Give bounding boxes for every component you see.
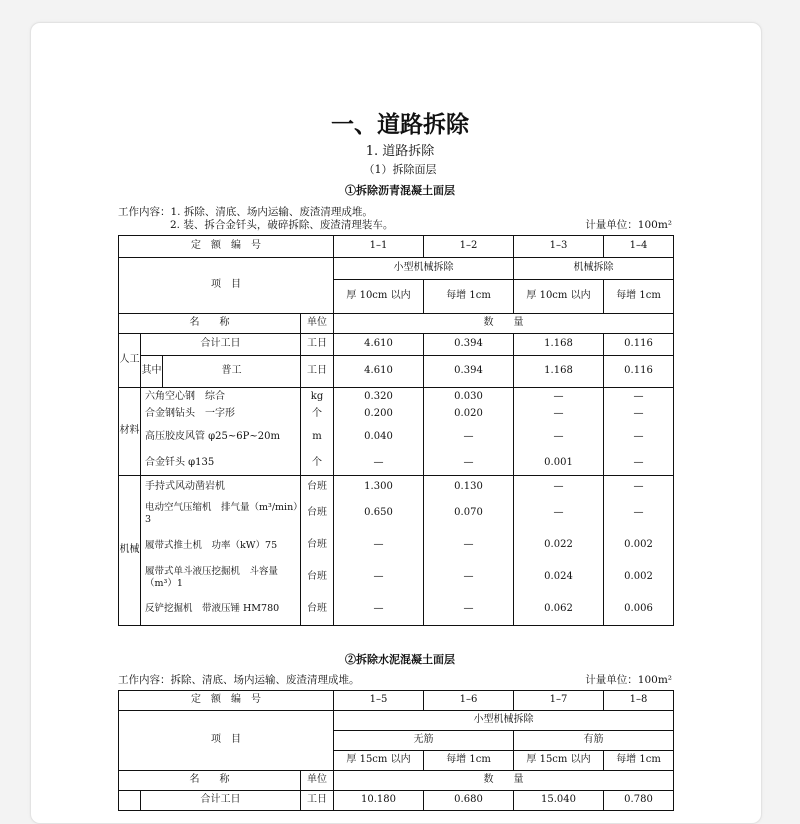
value-cell: 0.780: [604, 791, 674, 811]
value-cell: 0.002: [604, 530, 674, 562]
value-cell: —: [604, 498, 674, 530]
table-row: [119, 530, 674, 562]
row-unit: 台班: [301, 476, 334, 498]
row-unit: 台班: [301, 562, 334, 594]
value-cell: 0.394: [424, 334, 514, 356]
value-cell: —: [604, 406, 674, 424]
value-cell: 0.020: [424, 406, 514, 424]
section2-work-content: 工作内容：拆除、清底、场内运输、废渣清理成堆。: [118, 674, 360, 686]
value-cell: 0.062: [514, 594, 604, 626]
row-unit: 个: [301, 452, 334, 476]
value-cell: 0.650: [334, 498, 424, 530]
group-header: 机械拆除: [514, 258, 674, 280]
name-label: 名 称: [119, 314, 301, 334]
row-unit: m: [301, 424, 334, 452]
value-cell: —: [604, 452, 674, 476]
value-cell: —: [514, 476, 604, 498]
section1-work-content-1: 工作内容：1. 拆除、清底、场内运输、废渣清理成堆。: [118, 206, 373, 218]
value-cell: 4.610: [334, 356, 424, 388]
value-cell: 1.300: [334, 476, 424, 498]
section2-heading: ②拆除水泥混凝土面层: [345, 653, 455, 666]
category-material: 材料: [119, 388, 141, 476]
sub-header: 每增 1cm: [424, 280, 514, 314]
value-cell: 0.394: [424, 356, 514, 388]
qty-label: 数 量: [334, 314, 674, 334]
row-unit: 工日: [301, 356, 334, 388]
table-row: [119, 356, 674, 388]
qizhong-label: 其中: [141, 356, 163, 388]
sub-header: 每增 1cm: [424, 751, 514, 771]
row-name: 普工: [163, 356, 301, 388]
value-cell: 0.130: [424, 476, 514, 498]
table-row: [119, 771, 674, 791]
value-cell: —: [604, 424, 674, 452]
value-cell: 0.116: [604, 356, 674, 388]
row-name: 六角空心钢 综合: [141, 388, 301, 406]
section1-unit: 计量单位：100m²: [585, 219, 672, 231]
sub-header: 厚 15cm 以内: [514, 751, 604, 771]
table-row: [119, 711, 674, 731]
value-cell: 0.030: [424, 388, 514, 406]
value-cell: —: [514, 498, 604, 530]
table-row: [119, 258, 674, 280]
row-name: 电动空气压缩机 排气量（m³/min）3: [141, 498, 301, 530]
code-cell: 1–8: [604, 691, 674, 711]
subsection-title: （1）拆除面层: [363, 163, 437, 176]
value-cell: 0.116: [604, 334, 674, 356]
sub-group: 有筋: [514, 731, 674, 751]
value-cell: —: [424, 594, 514, 626]
sub-header: 厚 10cm 以内: [514, 280, 604, 314]
value-cell: 0.040: [334, 424, 424, 452]
value-cell: 0.070: [424, 498, 514, 530]
value-cell: 0.006: [604, 594, 674, 626]
category-machine: 机械: [119, 476, 141, 626]
row-unit: 台班: [301, 594, 334, 626]
quota-label: 定 额 编 号: [119, 236, 334, 258]
sub-header: 厚 15cm 以内: [334, 751, 424, 771]
section1-table: [118, 235, 674, 626]
unit-label: 单位: [301, 771, 334, 791]
value-cell: 0.680: [424, 791, 514, 811]
category-labor: [119, 791, 141, 811]
row-name: 履带式单斗液压挖掘机 斗容量（m³）1: [141, 562, 301, 594]
value-cell: —: [604, 388, 674, 406]
value-cell: —: [514, 406, 604, 424]
sub-header: 厚 10cm 以内: [334, 280, 424, 314]
value-cell: —: [334, 452, 424, 476]
section2-table: [118, 690, 674, 811]
row-name: 合计工日: [141, 791, 301, 811]
table-row: [119, 594, 674, 626]
row-name: 履带式推土机 功率（kW）75: [141, 530, 301, 562]
table-row: [119, 498, 674, 530]
value-cell: 10.180: [334, 791, 424, 811]
row-name: 合计工日: [141, 334, 301, 356]
table-row: [119, 334, 674, 356]
sub-header: 每增 1cm: [604, 280, 674, 314]
unit-label: 单位: [301, 314, 334, 334]
row-unit: 工日: [301, 791, 334, 811]
row-name: 高压胶皮风管 φ25~6P~20m: [141, 424, 301, 452]
table-row: [119, 236, 674, 258]
table-row: [119, 476, 674, 498]
sub-group: 无筋: [334, 731, 514, 751]
value-cell: —: [514, 424, 604, 452]
value-cell: —: [604, 476, 674, 498]
code-cell: 1–7: [514, 691, 604, 711]
value-cell: —: [334, 530, 424, 562]
row-unit: 台班: [301, 498, 334, 530]
category-labor: 人工: [119, 334, 141, 388]
row-unit: 工日: [301, 334, 334, 356]
code-cell: 1–3: [514, 236, 604, 258]
value-cell: 0.200: [334, 406, 424, 424]
table-row: [119, 452, 674, 476]
value-cell: —: [514, 388, 604, 406]
value-cell: —: [424, 562, 514, 594]
value-cell: 4.610: [334, 334, 424, 356]
value-cell: —: [334, 562, 424, 594]
row-name: 合金钢钻头 一字形: [141, 406, 301, 424]
item-label: 项 目: [119, 258, 334, 314]
section1-heading: ①拆除沥青混凝土面层: [345, 184, 455, 197]
value-cell: 1.168: [514, 334, 604, 356]
sub-header: 每增 1cm: [604, 751, 674, 771]
section1-work-content-2: 2. 装、拆合金钎头，破碎拆除、废渣清理装车。: [170, 219, 394, 231]
value-cell: 0.001: [514, 452, 604, 476]
row-unit: kg: [301, 388, 334, 406]
row-name: 手持式风动凿岩机: [141, 476, 301, 498]
code-cell: 1–4: [604, 236, 674, 258]
value-cell: 1.168: [514, 356, 604, 388]
section-title: 1. 道路拆除: [365, 144, 435, 159]
code-cell: 1–6: [424, 691, 514, 711]
row-unit: 台班: [301, 530, 334, 562]
table-row: [119, 791, 674, 811]
page-title: 一、道路拆除: [331, 112, 469, 138]
value-cell: 0.022: [514, 530, 604, 562]
item-label: 项 目: [119, 711, 334, 771]
table-row: [119, 388, 674, 406]
quota-label: 定 额 编 号: [119, 691, 334, 711]
name-label: 名 称: [119, 771, 301, 791]
value-cell: 0.320: [334, 388, 424, 406]
group-header: 小型机械拆除: [334, 258, 514, 280]
group-header: 小型机械拆除: [334, 711, 674, 731]
value-cell: —: [424, 452, 514, 476]
row-name: 合金钎头 φ135: [141, 452, 301, 476]
value-cell: —: [334, 594, 424, 626]
value-cell: 0.002: [604, 562, 674, 594]
code-cell: 1–1: [334, 236, 424, 258]
table-row: [119, 562, 674, 594]
row-name: 反铲挖掘机 带液压锤 HM780: [141, 594, 301, 626]
code-cell: 1–5: [334, 691, 424, 711]
row-unit: 个: [301, 406, 334, 424]
table-row: [119, 691, 674, 711]
value-cell: —: [424, 424, 514, 452]
value-cell: —: [424, 530, 514, 562]
code-cell: 1–2: [424, 236, 514, 258]
value-cell: 15.040: [514, 791, 604, 811]
table-row: [119, 406, 674, 424]
table-row: [119, 424, 674, 452]
table-row: [119, 314, 674, 334]
value-cell: 0.024: [514, 562, 604, 594]
qty-label: 数 量: [334, 771, 674, 791]
section2-unit: 计量单位：100m²: [585, 674, 672, 686]
